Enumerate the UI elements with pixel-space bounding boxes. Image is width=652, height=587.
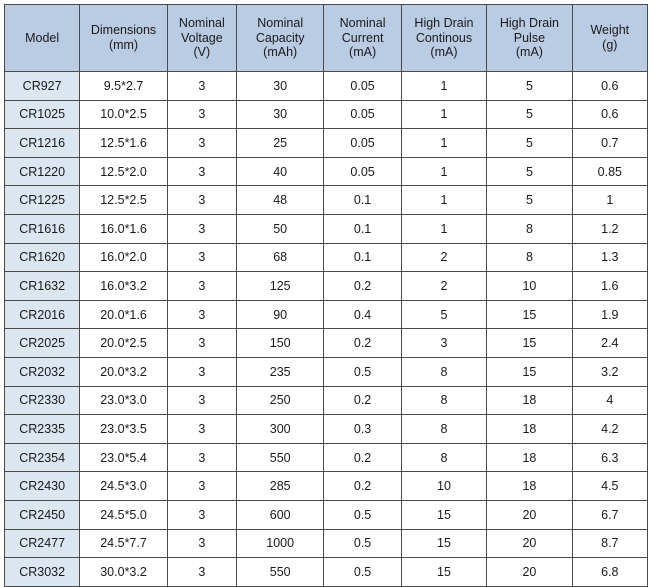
battery-spec-table	[4, 4, 648, 587]
table-row	[5, 300, 648, 329]
column-header-nominal-voltage	[167, 5, 236, 72]
cell-value: 15	[487, 329, 572, 358]
cell-model: CR2025	[5, 329, 80, 358]
column-header-nominal-voltage-line1: Nominal	[178, 15, 225, 30]
cell-value: 20	[487, 529, 572, 558]
cell-value: 550	[236, 558, 323, 587]
column-header-nominal-current	[324, 5, 401, 72]
table-row	[5, 272, 648, 301]
cell-model: CR1220	[5, 157, 80, 186]
column-header-high-drain-continous	[401, 5, 486, 72]
cell-value: 0.2	[324, 443, 401, 472]
cell-value: 1.3	[572, 243, 647, 272]
cell-value: 30	[236, 72, 323, 101]
cell-value: 600	[236, 500, 323, 529]
table-row	[5, 157, 648, 186]
column-header-high-drain-continous-line2: Continous	[415, 30, 473, 45]
cell-value: 4.2	[572, 415, 647, 444]
cell-value: 25	[236, 129, 323, 158]
cell-value: 5	[487, 72, 572, 101]
cell-value: 10	[401, 472, 486, 501]
cell-value: 235	[236, 357, 323, 386]
cell-value: 0.5	[324, 357, 401, 386]
cell-model: CR927	[5, 72, 80, 101]
column-header-dimensions	[80, 5, 167, 72]
cell-value: 4	[572, 386, 647, 415]
cell-value: 550	[236, 443, 323, 472]
cell-value: 3	[167, 558, 236, 587]
column-header-dimensions-line1: Dimensions	[90, 23, 157, 38]
cell-value: 3	[167, 272, 236, 301]
cell-value: 6.7	[572, 500, 647, 529]
cell-model: CR1225	[5, 186, 80, 215]
cell-value: 1	[401, 214, 486, 243]
column-header-nominal-capacity	[236, 5, 323, 72]
cell-value: 8	[401, 386, 486, 415]
cell-value: 1.2	[572, 214, 647, 243]
cell-value: 23.0*5.4	[80, 443, 167, 472]
cell-value: 0.5	[324, 558, 401, 587]
table-row	[5, 529, 648, 558]
table-row	[5, 558, 648, 587]
cell-model: CR1620	[5, 243, 80, 272]
cell-model: CR3032	[5, 558, 80, 587]
cell-value: 3	[167, 214, 236, 243]
cell-value: 23.0*3.0	[80, 386, 167, 415]
cell-value: 8	[401, 443, 486, 472]
cell-value: 1	[401, 157, 486, 186]
cell-value: 0.2	[324, 472, 401, 501]
cell-value: 3	[167, 500, 236, 529]
table-row	[5, 329, 648, 358]
cell-value: 15	[487, 300, 572, 329]
cell-model: CR1216	[5, 129, 80, 158]
cell-model: CR2330	[5, 386, 80, 415]
column-header-model	[5, 5, 80, 72]
table-row	[5, 129, 648, 158]
cell-value: 8	[487, 243, 572, 272]
table-row	[5, 386, 648, 415]
cell-value: 48	[236, 186, 323, 215]
cell-value: 150	[236, 329, 323, 358]
cell-value: 0.2	[324, 272, 401, 301]
cell-value: 30	[236, 100, 323, 129]
cell-value: 9.5*2.7	[80, 72, 167, 101]
cell-value: 285	[236, 472, 323, 501]
cell-value: 24.5*5.0	[80, 500, 167, 529]
cell-value: 1	[401, 72, 486, 101]
table-header	[5, 5, 648, 72]
cell-value: 3.2	[572, 357, 647, 386]
cell-model: CR2477	[5, 529, 80, 558]
column-header-weight-line1: Weight	[590, 23, 630, 38]
cell-model: CR2430	[5, 472, 80, 501]
cell-value: 1000	[236, 529, 323, 558]
cell-value: 3	[167, 443, 236, 472]
cell-value: 250	[236, 386, 323, 415]
cell-value: 3	[167, 472, 236, 501]
cell-value: 40	[236, 157, 323, 186]
cell-value: 0.05	[324, 129, 401, 158]
column-header-high-drain-pulse	[487, 5, 572, 72]
cell-value: 8	[401, 415, 486, 444]
cell-value: 23.0*3.5	[80, 415, 167, 444]
cell-value: 3	[167, 529, 236, 558]
cell-value: 0.7	[572, 129, 647, 158]
column-header-nominal-voltage-line2: Voltage	[180, 30, 223, 45]
cell-value: 300	[236, 415, 323, 444]
cell-value: 5	[487, 100, 572, 129]
cell-value: 30.0*3.2	[80, 558, 167, 587]
cell-value: 15	[487, 357, 572, 386]
cell-value: 3	[167, 100, 236, 129]
cell-value: 125	[236, 272, 323, 301]
cell-value: 0.2	[324, 386, 401, 415]
column-header-high-drain-pulse-line1: High Drain	[499, 15, 559, 30]
cell-value: 3	[167, 129, 236, 158]
cell-value: 18	[487, 443, 572, 472]
cell-value: 3	[401, 329, 486, 358]
cell-value: 0.1	[324, 186, 401, 215]
cell-value: 20	[487, 558, 572, 587]
column-header-weight	[572, 5, 647, 72]
cell-value: 1	[401, 129, 486, 158]
cell-value: 10	[487, 272, 572, 301]
cell-value: 12.5*1.6	[80, 129, 167, 158]
column-header-high-drain-continous-line3: (mA)	[430, 45, 458, 60]
column-header-weight-line2: (g)	[602, 38, 618, 52]
cell-value: 0.85	[572, 157, 647, 186]
cell-value: 1	[401, 186, 486, 215]
cell-value: 3	[167, 357, 236, 386]
cell-value: 3	[167, 415, 236, 444]
cell-value: 18	[487, 415, 572, 444]
cell-value: 1.6	[572, 272, 647, 301]
cell-value: 20	[487, 500, 572, 529]
cell-value: 10.0*2.5	[80, 100, 167, 129]
cell-value: 6.8	[572, 558, 647, 587]
cell-value: 8	[487, 214, 572, 243]
column-header-nominal-capacity-line1: Nominal	[257, 15, 304, 30]
cell-value: 1	[572, 186, 647, 215]
column-header-high-drain-pulse-line3: (mA)	[515, 45, 543, 60]
cell-model: CR2335	[5, 415, 80, 444]
cell-value: 2.4	[572, 329, 647, 358]
cell-value: 5	[487, 129, 572, 158]
cell-value: 16.0*2.0	[80, 243, 167, 272]
cell-value: 2	[401, 243, 486, 272]
cell-model: CR2016	[5, 300, 80, 329]
cell-value: 68	[236, 243, 323, 272]
column-header-nominal-current-line1: Nominal	[339, 15, 386, 30]
cell-value: 18	[487, 472, 572, 501]
table-row	[5, 500, 648, 529]
table-row	[5, 443, 648, 472]
cell-value: 24.5*3.0	[80, 472, 167, 501]
cell-value: 18	[487, 386, 572, 415]
cell-value: 90	[236, 300, 323, 329]
cell-value: 50	[236, 214, 323, 243]
table-row	[5, 243, 648, 272]
cell-value: 0.2	[324, 329, 401, 358]
cell-value: 0.6	[572, 72, 647, 101]
cell-value: 3	[167, 186, 236, 215]
column-header-model-line1: Model	[25, 30, 60, 45]
cell-value: 5	[487, 186, 572, 215]
cell-value: 20.0*1.6	[80, 300, 167, 329]
cell-value: 12.5*2.0	[80, 157, 167, 186]
cell-value: 4.5	[572, 472, 647, 501]
cell-value: 3	[167, 386, 236, 415]
cell-model: CR1025	[5, 100, 80, 129]
cell-value: 0.05	[324, 72, 401, 101]
cell-value: 1	[401, 100, 486, 129]
cell-model: CR2032	[5, 357, 80, 386]
cell-value: 24.5*7.7	[80, 529, 167, 558]
cell-value: 0.3	[324, 415, 401, 444]
table-row	[5, 415, 648, 444]
cell-value: 5	[487, 157, 572, 186]
cell-value: 1.9	[572, 300, 647, 329]
cell-value: 16.0*3.2	[80, 272, 167, 301]
cell-value: 6.3	[572, 443, 647, 472]
cell-value: 0.1	[324, 214, 401, 243]
cell-value: 0.5	[324, 529, 401, 558]
cell-model: CR1632	[5, 272, 80, 301]
cell-value: 3	[167, 72, 236, 101]
cell-model: CR2354	[5, 443, 80, 472]
cell-value: 3	[167, 300, 236, 329]
table-row	[5, 472, 648, 501]
cell-value: 3	[167, 329, 236, 358]
cell-value: 8	[401, 357, 486, 386]
cell-value: 0.5	[324, 500, 401, 529]
cell-value: 0.05	[324, 100, 401, 129]
cell-value: 0.05	[324, 157, 401, 186]
cell-value: 5	[401, 300, 486, 329]
column-header-nominal-voltage-line3: (V)	[193, 45, 211, 60]
column-header-high-drain-continous-line1: High Drain	[414, 15, 474, 30]
cell-value: 20.0*2.5	[80, 329, 167, 358]
column-header-nominal-capacity-line2: Capacity	[255, 30, 305, 45]
column-header-dimensions-line2: (mm)	[108, 38, 139, 52]
table-row	[5, 186, 648, 215]
column-header-high-drain-pulse-line2: Pulse	[513, 30, 546, 45]
cell-model: CR2450	[5, 500, 80, 529]
table-row	[5, 100, 648, 129]
cell-value: 0.1	[324, 243, 401, 272]
cell-value: 0.4	[324, 300, 401, 329]
column-header-nominal-current-line3: (mA)	[349, 45, 377, 60]
cell-value: 3	[167, 157, 236, 186]
cell-value: 0.6	[572, 100, 647, 129]
cell-value: 20.0*3.2	[80, 357, 167, 386]
cell-value: 8.7	[572, 529, 647, 558]
table-row	[5, 357, 648, 386]
cell-value: 16.0*1.6	[80, 214, 167, 243]
column-header-nominal-current-line2: Current	[341, 30, 384, 45]
table-header-row	[5, 5, 648, 72]
table-row	[5, 72, 648, 101]
cell-value: 3	[167, 243, 236, 272]
cell-value: 15	[401, 500, 486, 529]
column-header-nominal-capacity-line3: (mAh)	[263, 45, 298, 60]
table-row	[5, 214, 648, 243]
cell-value: 15	[401, 529, 486, 558]
cell-value: 2	[401, 272, 486, 301]
table-body	[5, 72, 648, 587]
cell-value: 15	[401, 558, 486, 587]
cell-value: 12.5*2.5	[80, 186, 167, 215]
cell-model: CR1616	[5, 214, 80, 243]
